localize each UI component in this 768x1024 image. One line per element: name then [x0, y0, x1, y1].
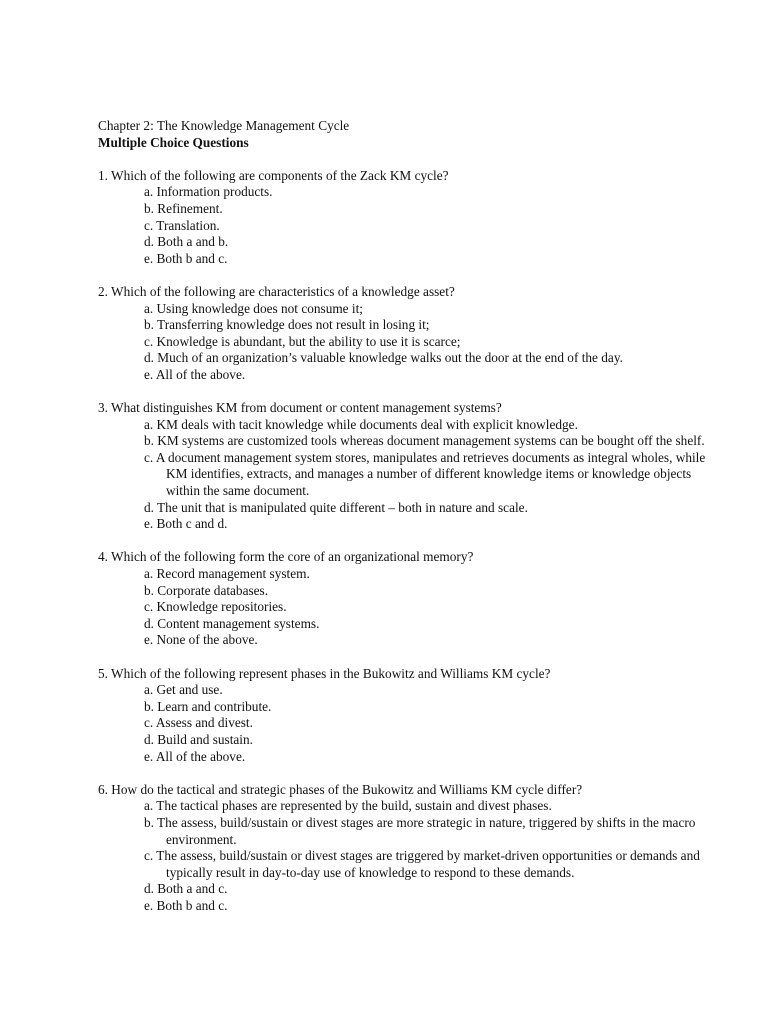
option-list	[98, 566, 718, 649]
option-c: c. Assess and divest.	[144, 715, 253, 731]
option-a: a. Using knowledge does not consume it;	[144, 300, 363, 316]
option-d: d. Both a and c.	[144, 881, 228, 897]
option-d: d. Content management systems.	[144, 615, 320, 631]
option-c: c. The assess, build/sustain or divest stages are triggered by market-driven opportunities or demands and typically result in day-to-day use of knowledge to respond to these demands.	[144, 848, 700, 880]
question-text: 1. Which of the following are components of the Zack KM cycle?	[98, 167, 449, 183]
option-list	[98, 682, 718, 765]
option-a: a. Get and use.	[144, 682, 223, 698]
question-text: 2. Which of the following are characteristics of a knowledge asset?	[98, 283, 455, 299]
question-text: 5. Which of the following represent phases in the Bukowitz and Williams KM cycle?	[98, 665, 551, 681]
option-list	[98, 417, 718, 533]
option-e: e. Both b and c.	[144, 897, 228, 913]
option-b: b. Transferring knowledge does not result in losing it;	[144, 317, 430, 333]
question-5	[98, 666, 718, 766]
option-b: b. Refinement.	[144, 200, 223, 216]
option-e: e. Both c and d.	[144, 516, 228, 532]
option-e: e. None of the above.	[144, 632, 258, 648]
question-1	[98, 168, 718, 268]
option-c: c. Translation.	[144, 217, 220, 233]
question-4	[98, 549, 718, 649]
option-b: b. Learn and contribute.	[144, 698, 272, 714]
option-a: a. The tactical phases are represented by the build, sustain and divest phases.	[144, 798, 552, 814]
question-text: 6. How do the tactical and strategic phases of the Bukowitz and Williams KM cycle differ?	[98, 781, 583, 797]
option-e: e. Both b and c.	[144, 250, 228, 266]
option-list	[98, 184, 718, 267]
option-e: e. All of the above.	[144, 366, 246, 382]
option-d: d. Much of an organization’s valuable knowledge walks out the door at the end of the day.	[144, 350, 623, 366]
chapter-title: Chapter 2: The Knowledge Management Cycle	[98, 118, 350, 133]
option-list	[98, 301, 718, 384]
option-d: d. Both a and b.	[144, 234, 229, 250]
option-d: d. Build and sustain.	[144, 731, 253, 747]
question-2	[98, 284, 718, 384]
option-c: c. Knowledge is abundant, but the ability to use it is scarce;	[144, 333, 461, 349]
question-text: 3. What distinguishes KM from document or content management systems?	[98, 400, 502, 416]
option-c: c. Knowledge repositories.	[144, 599, 287, 615]
question-text: 4. Which of the following form the core of an organizational memory?	[98, 549, 474, 565]
option-c: c. A document management system stores, manipulates and retrieves documents as integral wholes, while KM identifies, extracts, and manages a number of different knowledge items or knowledge objects within the same document.	[144, 449, 706, 499]
section-heading: Multiple Choice Questions	[98, 134, 249, 150]
option-b: b. KM systems are customized tools whereas document management systems can be bought off the shelf.	[144, 433, 705, 449]
option-e: e. All of the above.	[144, 748, 246, 764]
option-d: d. The unit that is manipulated quite different – both in nature and scale.	[144, 499, 528, 515]
option-a: a. KM deals with tacit knowledge while documents deal with explicit knowledge.	[144, 416, 578, 432]
question-6	[98, 782, 718, 915]
option-b: b. Corporate databases.	[144, 582, 269, 598]
question-3	[98, 400, 718, 533]
option-a: a. Record management system.	[144, 566, 310, 582]
option-b: b. The assess, build/sustain or divest stages are more strategic in nature, triggered by shifts in the macro environment.	[144, 814, 696, 847]
option-list	[98, 798, 718, 914]
document-page	[98, 118, 718, 931]
option-a: a. Information products.	[144, 184, 273, 200]
